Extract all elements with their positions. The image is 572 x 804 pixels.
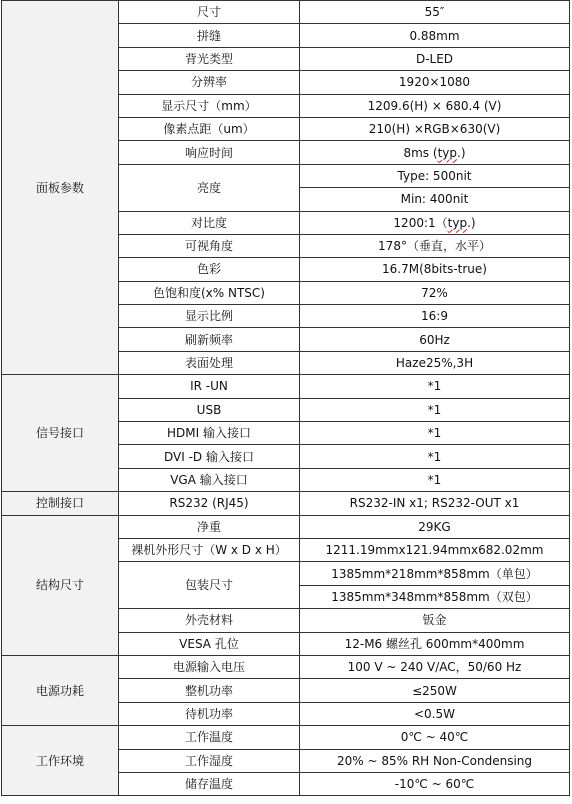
row-label: 尺寸 — [119, 1, 300, 24]
row-label: 亮度 — [119, 164, 300, 211]
group-label: 电源功耗 — [2, 655, 119, 725]
row-value: 1920×1080 — [300, 71, 570, 94]
row-value: 60Hz — [300, 328, 570, 351]
table-row — [2, 375, 570, 398]
row-label: USB — [119, 398, 300, 421]
table-row — [2, 655, 570, 678]
row-value: 12-M6 螺丝孔 600mm*400mm — [300, 632, 570, 655]
value-prefix: 8ms ( — [403, 145, 438, 160]
row-value — [300, 211, 570, 234]
row-value: *1 — [300, 468, 570, 491]
value-prefix: 1200:1（ — [393, 215, 448, 230]
row-label: 可视角度 — [119, 234, 300, 257]
row-label: 待机功率 — [119, 702, 300, 725]
row-label: VGA 输入接口 — [119, 468, 300, 491]
row-label: 储存温度 — [119, 772, 300, 795]
table-row — [2, 726, 570, 749]
row-value: 1209.6(H) × 680.4 (V) — [300, 94, 570, 117]
row-label: 拼缝 — [119, 24, 300, 47]
spec-table — [1, 0, 570, 796]
value-suffix: .) — [457, 145, 466, 160]
row-label: 显示比例 — [119, 305, 300, 328]
row-label: RS232 (RJ45) — [119, 492, 300, 515]
row-value: RS232-IN x1; RS232-OUT x1 — [300, 492, 570, 515]
row-label: 工作湿度 — [119, 749, 300, 772]
row-label: 包装尺寸 — [119, 562, 300, 609]
row-value: ≤250W — [300, 679, 570, 702]
row-value: 210(H) ×RGB×630(V) — [300, 117, 570, 140]
row-label: VESA 孔位 — [119, 632, 300, 655]
group-label: 信号接口 — [2, 375, 119, 492]
row-label: 裸机外形尺寸（W x D x H） — [119, 538, 300, 561]
row-label: 显示尺寸（mm） — [119, 94, 300, 117]
row-label: IR -UN — [119, 375, 300, 398]
row-label: 电源输入电压 — [119, 655, 300, 678]
row-value: 100 V ~ 240 V/AC，50/60 Hz — [300, 655, 570, 678]
row-label: 表面处理 — [119, 351, 300, 374]
row-value: D-LED — [300, 47, 570, 70]
row-value: 1211.19mmx121.94mmx682.02mm — [300, 538, 570, 561]
row-value: 178°（垂直，水平） — [300, 234, 570, 257]
row-value: 55″ — [300, 1, 570, 24]
row-value: 钣金 — [300, 609, 570, 632]
row-value: 29KG — [300, 515, 570, 538]
row-value — [300, 141, 570, 164]
row-label: 色彩 — [119, 258, 300, 281]
row-value: Haze25%,3H — [300, 351, 570, 374]
row-value: Min: 400nit — [300, 188, 570, 211]
row-label: 刷新频率 — [119, 328, 300, 351]
group-label: 控制接口 — [2, 492, 119, 515]
row-value: *1 — [300, 422, 570, 445]
row-label: 对比度 — [119, 211, 300, 234]
row-label: 整机功率 — [119, 679, 300, 702]
row-label: 背光类型 — [119, 47, 300, 70]
group-label: 面板参数 — [2, 1, 119, 375]
row-label: 外壳材料 — [119, 609, 300, 632]
row-label: 工作温度 — [119, 726, 300, 749]
row-value: *1 — [300, 398, 570, 421]
table-row — [2, 1, 570, 24]
row-label: 响应时间 — [119, 141, 300, 164]
group-label: 结构尺寸 — [2, 515, 119, 655]
row-value: 16:9 — [300, 305, 570, 328]
row-value: 1385mm*348mm*858mm（双包） — [300, 585, 570, 608]
row-value: 20% ~ 85% RH Non-Condensing — [300, 749, 570, 772]
row-label: DVI -D 输入接口 — [119, 445, 300, 468]
row-value: -10℃ ~ 60℃ — [300, 772, 570, 795]
value-mark: typ — [437, 145, 457, 160]
row-value: Type: 500nit — [300, 164, 570, 187]
row-value: 16.7M(8bits-true) — [300, 258, 570, 281]
value-mark: typ — [447, 215, 468, 230]
row-value: *1 — [300, 445, 570, 468]
value-suffix: .) — [467, 215, 476, 230]
row-value: 72% — [300, 281, 570, 304]
row-label: HDMI 输入接口 — [119, 422, 300, 445]
row-label: 像素点距（um） — [119, 117, 300, 140]
row-value: *1 — [300, 375, 570, 398]
table-row — [2, 515, 570, 538]
row-value: 0.88mm — [300, 24, 570, 47]
table-row — [2, 492, 570, 515]
row-value: <0.5W — [300, 702, 570, 725]
row-label: 分辨率 — [119, 71, 300, 94]
row-label: 净重 — [119, 515, 300, 538]
row-label: 色饱和度(x% NTSC) — [119, 281, 300, 304]
row-value: 1385mm*218mm*858mm（单包） — [300, 562, 570, 585]
group-label: 工作环境 — [2, 726, 119, 796]
row-value: 0℃ ~ 40℃ — [300, 726, 570, 749]
